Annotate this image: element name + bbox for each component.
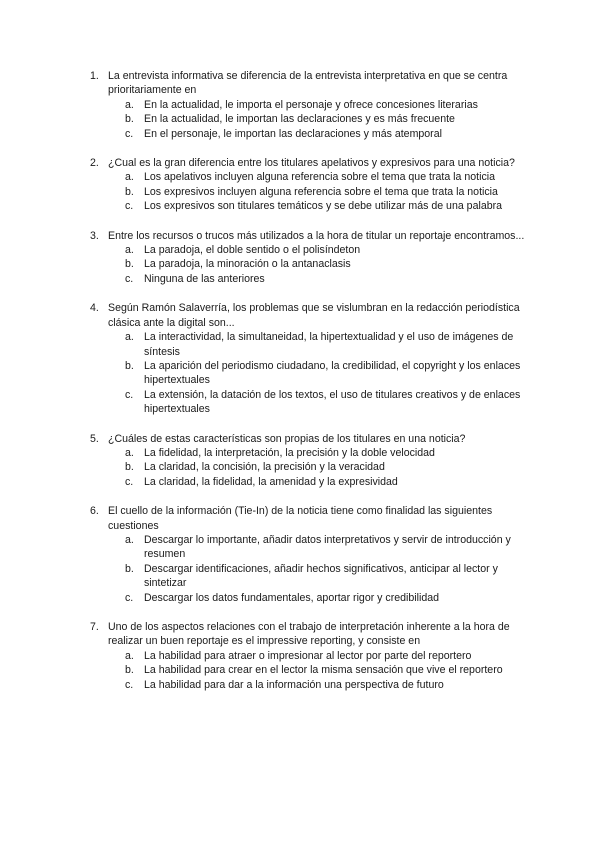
question-text: ¿Cual es la gran diferencia entre los titulares apelativos y expresivos para una noticia? [108, 157, 515, 170]
option-c [125, 591, 530, 605]
option-letter: c. [125, 678, 134, 691]
option-c [125, 272, 530, 286]
option-text: La interactividad, la simultaneidad, la hipertextualidad y el uso de imágenes de síntesis [144, 331, 514, 358]
option-text: La paradoja, el doble sentido o el polisíndeton [144, 244, 361, 257]
option-a [125, 98, 530, 112]
option-letter: b. [125, 185, 134, 198]
option-letter: c. [125, 272, 134, 285]
option-text: La habilidad para crear en el lector la misma sensación que vive el reportero [144, 664, 503, 677]
option-list [125, 330, 530, 416]
option-a [125, 330, 530, 359]
question-1 [90, 69, 530, 141]
option-a [125, 649, 530, 663]
option-text: Los expresivos son titulares temáticos y se debe utilizar más de una palabra [144, 200, 503, 213]
option-text: La habilidad para atraer o impresionar al lector por parte del reportero [144, 649, 472, 662]
option-text: La extensión, la datación de los textos, el uso de titulares creativos y de enlaces hipertextuales [144, 388, 521, 416]
option-c [125, 388, 530, 417]
question-4 [90, 301, 530, 416]
option-letter: c. [125, 200, 134, 213]
question-text: Según Ramón Salaverría, los problemas que se vislumbran en la redacción periodística clásica ante la digital son... [108, 302, 520, 329]
option-b [125, 359, 530, 388]
option-list [125, 170, 530, 213]
option-b [125, 562, 530, 591]
question-6 [90, 504, 530, 605]
option-letter: a. [125, 649, 134, 662]
option-a [125, 446, 530, 460]
option-c [125, 678, 530, 692]
option-text: Los expresivos incluyen alguna referencia sobre el tema que trata la noticia [144, 185, 498, 198]
option-letter: a. [125, 98, 134, 111]
option-list [125, 446, 530, 489]
option-text: Descargar los datos fundamentales, aportar rigor y credibilidad [144, 591, 440, 604]
option-list [125, 243, 530, 286]
option-c [125, 127, 530, 141]
question-text: ¿Cuáles de estas características son propias de los titulares en una noticia? [108, 432, 466, 445]
option-letter: b. [125, 113, 134, 126]
option-text: La habilidad para dar a la información una perspectiva de futuro [144, 678, 444, 691]
question-number: 7. [90, 621, 99, 633]
option-b [125, 257, 530, 271]
option-text: La fidelidad, la interpretación, la precisión y la doble velocidad [144, 446, 435, 459]
question-text: Uno de los aspectos relaciones con el trabajo de interpretación inherente a la hora de realizar un buen reportaje es el impressive reporting, y consiste en [108, 621, 510, 648]
option-letter: b. [125, 562, 134, 575]
option-text: En la actualidad, le importa el personaje y ofrece concesiones literarias [144, 98, 478, 111]
question-text: Entre los recursos o trucos más utilizados a la hora de titular un reportaje encontramos... [108, 229, 525, 242]
option-letter: c. [125, 388, 134, 401]
option-text: Descargar lo importante, añadir datos interpretativos y servir de introducción y resumen [144, 533, 511, 561]
option-letter: a. [125, 533, 134, 546]
question-5 [90, 432, 530, 490]
question-7 [90, 620, 530, 692]
option-letter: c. [125, 591, 134, 604]
option-letter: c. [125, 127, 134, 140]
option-a [125, 170, 530, 184]
option-text: Ninguna de las anteriores [144, 272, 265, 285]
option-letter: b. [125, 664, 134, 677]
option-letter: b. [125, 359, 134, 372]
option-b [125, 663, 530, 677]
question-number: 4. [90, 302, 99, 315]
option-text: Descargar identificaciones, añadir hechos significativos, anticipar al lector y sintetizar [144, 562, 498, 590]
option-c [125, 475, 530, 489]
option-text: En la actualidad, le importan las declaraciones y es más frecuente [144, 113, 455, 126]
option-letter: b. [125, 461, 134, 474]
option-b [125, 460, 530, 474]
option-a [125, 533, 530, 562]
option-text: En el personaje, le importan las declaraciones y más atemporal [144, 127, 442, 140]
option-letter: c. [125, 475, 134, 488]
option-list [125, 533, 530, 605]
option-c [125, 199, 530, 213]
question-text: La entrevista informativa se diferencia de la entrevista interpretativa en que se centra prioritariamente en [108, 70, 508, 97]
question-number: 2. [90, 157, 99, 170]
option-letter: a. [125, 331, 134, 344]
question-2 [90, 156, 530, 214]
option-text: La claridad, la fidelidad, la amenidad y la expresividad [144, 475, 398, 488]
option-a [125, 243, 530, 257]
option-letter: a. [125, 244, 134, 257]
question-number: 6. [90, 505, 99, 518]
option-text: La paradoja, la minoración o la antanaclasis [144, 258, 351, 271]
question-number: 5. [90, 432, 99, 445]
option-text: Los apelativos incluyen alguna referencia sobre el tema que trata la noticia [144, 171, 495, 184]
option-list [125, 98, 530, 141]
option-letter: a. [125, 171, 134, 184]
question-number: 3. [90, 229, 99, 242]
option-letter: b. [125, 258, 134, 271]
question-3 [90, 229, 530, 287]
option-b [125, 112, 530, 126]
question-number: 1. [90, 70, 99, 82]
option-text: La claridad, la concisión, la precisión y la veracidad [144, 461, 385, 474]
question-text: El cuello de la información (Tie-In) de la noticia tiene como finalidad las siguientes cuestiones [108, 505, 493, 532]
question-list [90, 69, 530, 707]
option-b [125, 185, 530, 199]
option-list [125, 649, 530, 692]
option-text: La aparición del periodismo ciudadano, la credibilidad, el copyright y los enlaces hipertextuales [144, 359, 521, 387]
option-letter: a. [125, 446, 134, 459]
